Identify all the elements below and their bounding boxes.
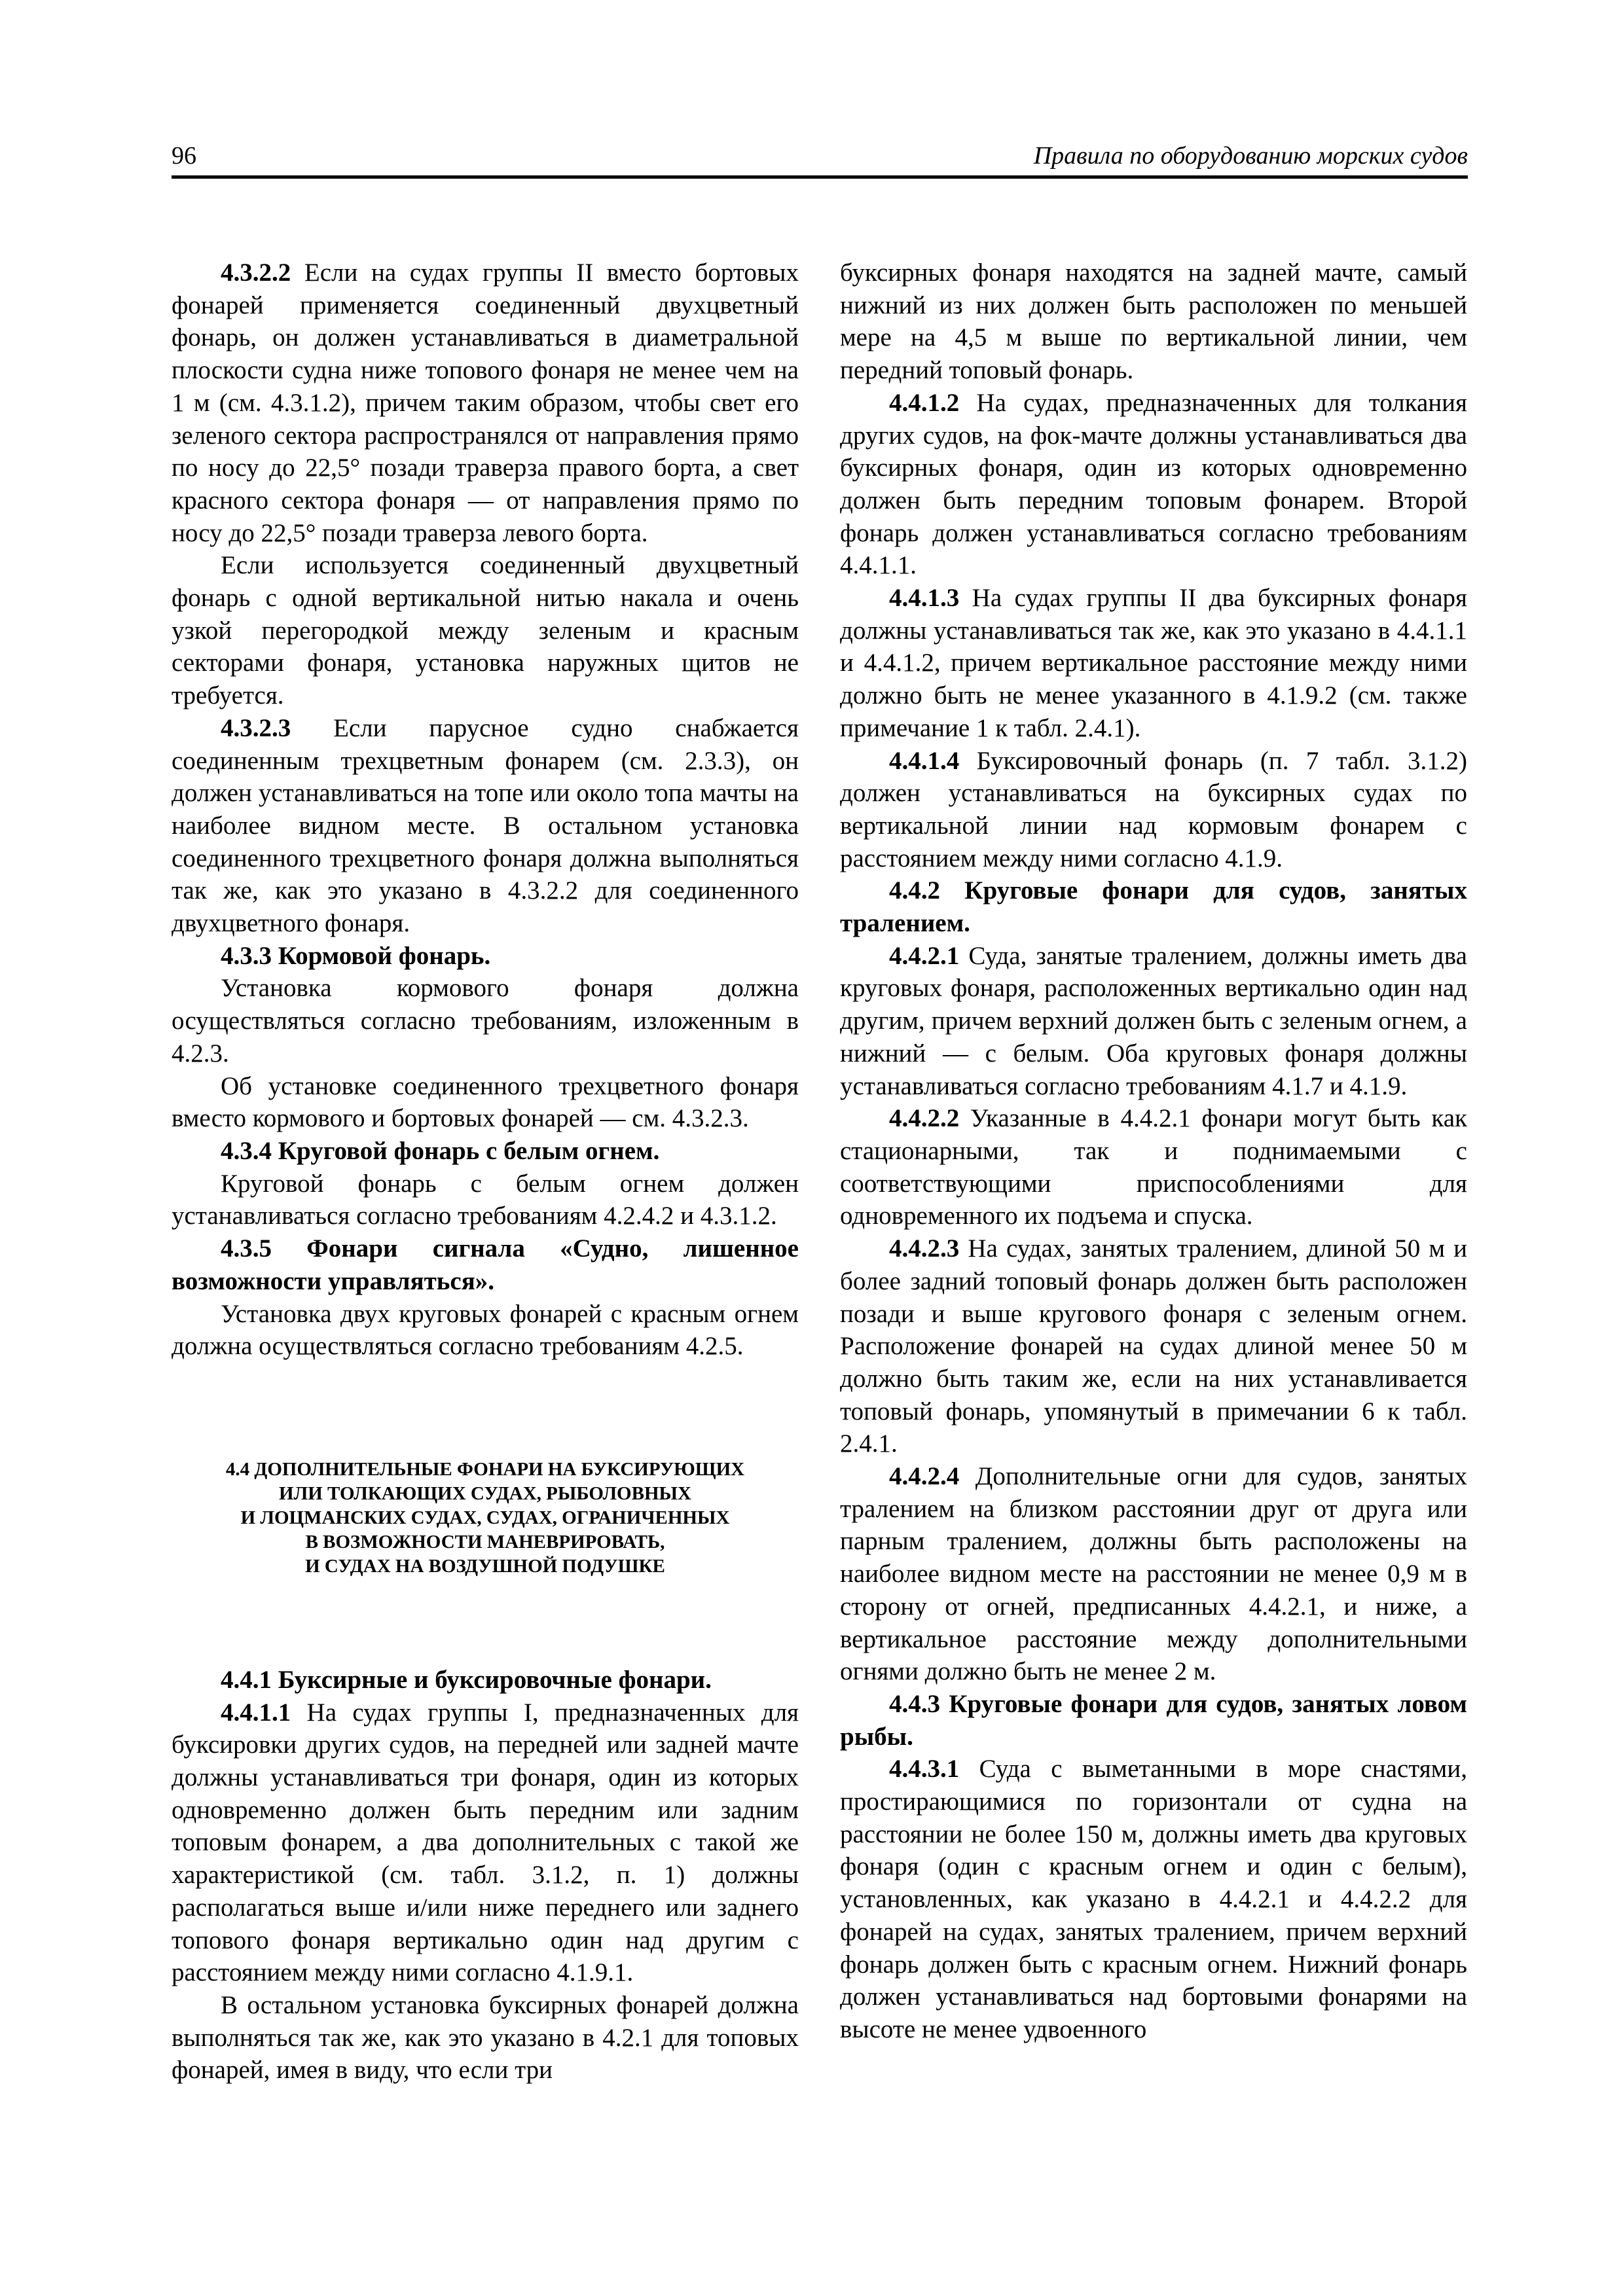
paragraph — [172, 257, 799, 549]
subsection-heading: 4.3.3 Кормовой фонарь. — [221, 941, 491, 970]
page-number: 96 — [172, 142, 196, 170]
paragraph-text: Суда с выметанными в море снастями, простирающимися по горизонтали от судна на расстоянии не более 150 м, должны иметь два круговых фонаря (один с красным огнем и один с белым), установленных, как указано в 4.4.2.1 и 4.4.2.2 для фонарей на судах, занятых тралением, причем верхний фонарь должен быть с красным огнем. Нижний фонарь должен устанавливаться над бортовыми фонарями на высоте не менее удвоенного — [840, 1755, 1467, 2043]
paragraph-text: Если парусное судно снабжается соединенным трехцветным фонарем (см. 2.3.3), он должен устанавливаться на топе или около топа мачты на наиболее видном месте. В остальном установка соединенного трехцветного фонаря должна выполняться так же, как это указано в 4.3.2.2 для соединенного двухцветного фонаря. — [172, 713, 799, 938]
paragraph — [840, 940, 1467, 1103]
section-title — [172, 1458, 799, 1579]
paragraph: Если используется соединенный двухцветный фонарь с одной вертикальной нитью накала и очень узкой перегородкой между зеленым и красным секторами фонаря, установка наружных щитов не требуется. — [172, 551, 799, 710]
paragraph: Об установке соединенного трехцветного фонаря вместо кормового и бортовых фонарей — см. 4.3.2.3. — [172, 1071, 799, 1133]
paragraph-text: Если на судах группы II вместо бортовых фонарей применяется соединенный двухцветный фонарь, он должен устанавливаться в диаметральной плоскости судна ниже топового фонаря не менее чем на 1 м (см. 4.3.1.2), причем таким образом, чтобы свет его зеленого сектора распространялся от направления прямо по носу до 22,5° позади траверза правого борта, а свет красного сектора фонаря — от направления прямо по носу до 22,5° позади траверза левого борта. — [172, 259, 799, 547]
clause-number: 4.3.2.3 — [221, 713, 291, 742]
clause-number: 4.4.2.2 — [889, 1104, 960, 1133]
paragraph — [840, 745, 1467, 875]
paragraph — [172, 712, 799, 940]
section-title-line: ИЛИ ТОЛКАЮЩИХ СУДАХ, РЫБОЛОВНЫХ — [279, 1482, 691, 1504]
paragraph: Круговой фонарь с белым огнем должен устанавливаться согласно требованиям 4.2.4.2 и 4.3.1.2. — [172, 1169, 799, 1230]
header-rule — [172, 175, 1468, 179]
clause-number: 4.4.2.3 — [889, 1234, 960, 1263]
paragraph-text: На судах, предназначенных для толкания других судов, на фок-мачте должны устанавливаться два буксирных фонаря, один из которых одновременно должен быть передним топовым фонарем. Второй фонарь должен устанавливаться согласно требованиям 4.4.1.1. — [840, 388, 1467, 580]
subsection-heading: 4.3.5 Фонари сигнала «Судно, лишенное возможности управляться». — [172, 1234, 799, 1295]
section-title-line: В ВОЗМОЖНОСТИ МАНЕВРИРОВАТЬ, — [305, 1531, 665, 1552]
section-title-line: 4.4 ДОПОЛНИТЕЛЬНЫЕ ФОНАРИ НА БУКСИРУЮЩИХ — [225, 1458, 745, 1480]
paragraph-text: Дополнительные огни для судов, занятых тралением на близком расстоянии друг от друга или парным тралением, должны быть расположены на наиболее видном месте на расстоянии не менее 0,9 м в сторону от огней, предписанных 4.4.2.1, и ниже, а вертикальное расстояние между дополнительными огнями должно быть не менее 2 м. — [840, 1462, 1467, 1686]
subsection-heading: 4.3.4 Круговой фонарь с белым огнем. — [221, 1136, 660, 1165]
clause-number: 4.4.2.4 — [889, 1462, 960, 1491]
paragraph: Установка кормового фонаря должна осуществляться согласно требованиям, изложенным в 4.2.3. — [172, 974, 799, 1067]
paragraph: буксирных фонаря находятся на задней мачте, самый нижний из них должен быть расположен по меньшей мере на 4,5 м выше по вертикальной линии, чем передний топовый фонарь. — [840, 259, 1467, 385]
clause-number: 4.4.1.4 — [889, 746, 960, 775]
paragraph: Установка двух круговых фонарей с красным огнем должна осуществляться согласно требованиям 4.2.5. — [172, 1299, 799, 1361]
paragraph — [840, 582, 1467, 745]
section-title-line: И СУДАХ НА ВОЗДУШНОЙ ПОДУШКЕ — [305, 1555, 665, 1577]
paragraph-text: Указанные в 4.4.2.1 фонари могут быть как стационарными, так и поднимаемыми с соответствующими приспособлениями для одновременного их подъема и спуска. — [840, 1104, 1467, 1230]
subsection-heading: 4.4.2 Круговые фонари для судов, занятых тралением. — [840, 876, 1467, 938]
subsection-heading: 4.4.3 Круговые фонари для судов, занятых ловом рыбы. — [840, 1689, 1467, 1751]
clause-number: 4.4.3.1 — [889, 1755, 960, 1784]
right-column — [840, 257, 1467, 2046]
paragraph-text: На судах, занятых тралением, длиной 50 м и более задний топовый фонарь должен быть расположен позади и выше кругового фонаря с зеленым огнем. Расположение фонарей на судах длиной менее 50 м должно быть таким же, если на них устанавливается топовый фонарь, упомянутый в примечании 6 к табл. 2.4.1. — [840, 1234, 1467, 1458]
clause-number: 4.4.1.1 — [221, 1698, 291, 1727]
left-column — [172, 257, 799, 2087]
clause-number: 4.4.1.3 — [889, 584, 960, 613]
clause-number: 4.3.2.2 — [221, 259, 291, 287]
paragraph — [172, 1696, 799, 1989]
paragraph — [840, 1753, 1467, 2045]
paragraph: В остальном установка буксирных фонарей должна выполняться так же, как это указано в 4.2.1 для топовых фонарей, имея в виду, что если три — [172, 1990, 799, 2085]
section-title-line: И ЛОЦМАНСКИХ СУДАХ, СУДАХ, ОГРАНИЧЕННЫХ — [240, 1507, 730, 1528]
paragraph-text: Суда, занятые тралением, должны иметь два круговых фонаря, расположенных вертикально один над другим, причем верхний должен быть с зеленым огнем, а нижний — с белым. Оба круговых фонаря должны устанавливаться согласно требованиям 4.1.7 и 4.1.9. — [840, 941, 1467, 1100]
paragraph — [840, 387, 1467, 582]
paragraph — [840, 1460, 1467, 1688]
paragraph-text: Буксировочный фонарь (п. 7 табл. 3.1.2) должен устанавливаться на буксирных судах по вертикальной линии над кормовым фонарем с расстоянием между ними согласно 4.1.9. — [840, 746, 1467, 872]
page-header — [172, 141, 1468, 181]
subsection-heading: 4.4.1 Буксирные и буксировочные фонари. — [221, 1665, 712, 1694]
running-title: Правила по оборудованию морских судов — [1033, 142, 1468, 170]
paragraph — [840, 1102, 1467, 1232]
clause-number: 4.4.1.2 — [889, 388, 960, 417]
paragraph-text: На судах группы II два буксирных фонаря должны устанавливаться так же, как это указано в 4.4.1.1 и 4.4.1.2, причем вертикальное расстояние между ними должно быть не менее указанного в 4.1.9.2 (см. также примечание 1 к табл. 2.4.1). — [840, 584, 1467, 742]
paragraph-text: На судах группы I, предназначенных для буксировки других судов, на передней или задней мачте должны устанавливаться три фонаря, один из которых одновременно должен быть передним или задним топовым фонарем, а два дополнительных с такой же характеристикой (см. табл. 3.1.2, п. 1) должны располагаться выше и/или ниже переднего или заднего топового фонаря вертикально один над другим с расстоянием между ними согласно 4.1.9.1. — [172, 1698, 799, 1987]
clause-number: 4.4.2.1 — [889, 941, 960, 970]
paragraph — [840, 1232, 1467, 1460]
